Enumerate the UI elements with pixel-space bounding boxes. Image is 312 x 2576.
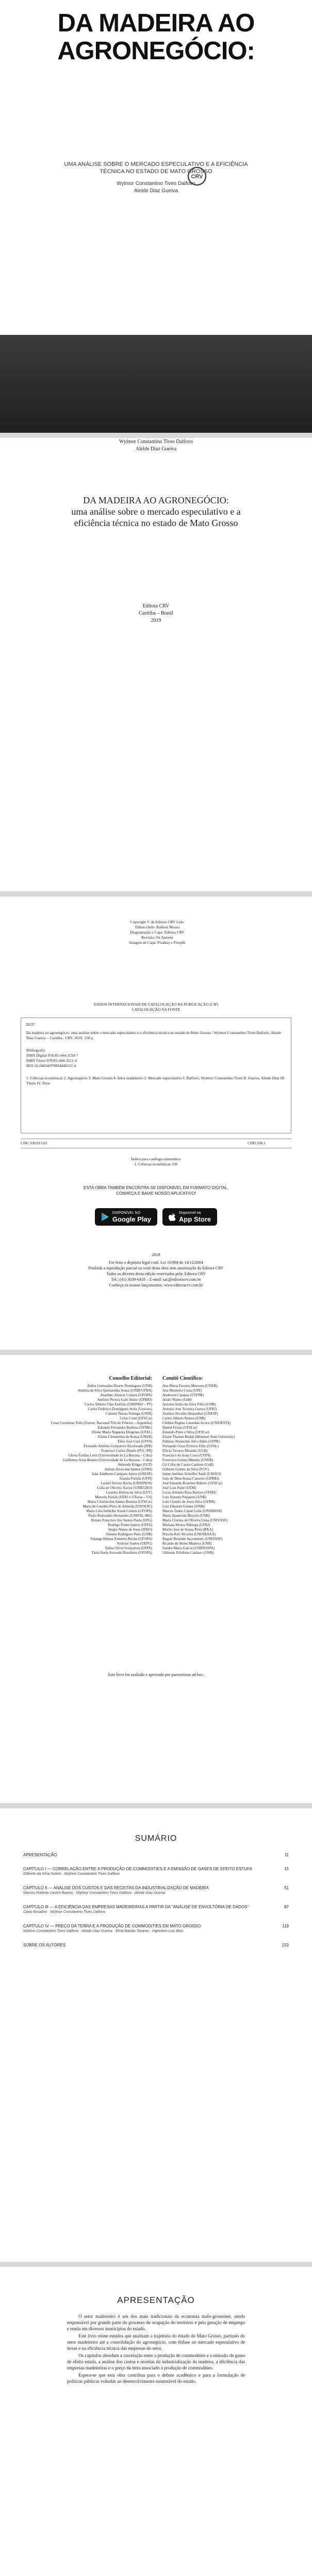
toc-entry-title: SOBRE OS AUTORES [23,1943,66,1947]
toc-entry-page: 11 [284,1853,289,1857]
council-member: José Luiz Parré (UEM) [162,1486,196,1490]
toc-entry-title: CAPÍTULO III — A EFICIÊNCIA DAS EMPRESAS MADEIREIRAS A PARTIR DA "ANÁLISE DE ENVOLTÓRIA DE DADOS" [23,1905,249,1909]
council-member: Eduardo Fernandes Barbosa (UFMG) [97,1426,152,1430]
editor-chief: Editor-chefe: Railson Moura [135,925,180,929]
council-member: Carlos Federico Dominguez Avila (Unieuro) [88,1407,152,1411]
council-member: Maria Aparecida Moysés (UNB) [162,1514,210,1518]
council-member: Tania Suely Azevedo Brasileiro (UFOPA) [91,1551,152,1555]
council-member: Anselmo Alencar Colares (UFOPA) [100,1393,152,1397]
toc-entry-authors: Marcos Roberto Castro Ramos · Wylmor Constantino Tives Dalfovo · Aleide Diaz Gueiva [23,1891,166,1895]
toc-entry[interactable] [23,1866,289,1877]
council-member: Antônio Pereira Gaio Júnior (UFRRJ) [97,1398,152,1402]
systematic-index [0,1157,312,1167]
summary-page [0,1808,312,2262]
council-member: Elizeu Clementino de Souza (UNEB) [98,1435,152,1439]
council-member: Luiz Eduardo Gómez (UNB) [162,1504,205,1509]
council-member: Sandra Maria Garcia (UNIFESSPA) [162,1546,215,1550]
toc-entry[interactable] [23,1942,289,1948]
index-title: Índice para catálogo sistemático [131,1157,181,1161]
council-member: Daniel Ferraz (UFSCar) [162,1426,198,1430]
cover-title [0,9,312,65]
ebook-notice [0,1185,312,1196]
council-member: Rodrigo Pratte-Santos (UFES) [108,1523,152,1527]
council-member: Maria Lília Imbiriba Sousa Colares (UFOPA) [86,1509,152,1513]
council-member: Elione Maria Nogueira Diogenes (UFAL) [92,1430,152,1434]
cdu-code: CDU 330.015.03 [21,1141,47,1145]
publisher-name: Editora CRV [142,603,170,609]
table-of-contents [23,1852,289,1956]
council-member: Carmen Tereza Velanga (UNIR) [105,1412,152,1416]
publisher-logo-icon [187,166,207,187]
council-member: Renato Francisco dos Santos Paula (UFG) [91,1518,152,1522]
editorial-council-list [21,1384,152,1555]
title-page-title-line3: eficiência técnica no estado de Mato Grosso [74,518,238,528]
council-member: Anderson Catapan (UTFPR) [162,1393,204,1397]
toc-entry-page: 153 [282,1943,289,1947]
toc-entry-page: 51 [284,1886,289,1890]
google-play-icon [101,1212,109,1222]
council-member: Eduardo Pinto e Silva (UFSCar) [162,1430,209,1434]
logo-text: CRV [191,174,203,180]
council-member: Tadeu Oliver Gonçalves (UFPA) [105,1546,152,1550]
presentation-page [0,2267,312,2576]
title-page-title-line2: uma análise sobre o mercado especulativo e a [71,506,241,517]
copyright-page [0,896,312,1350]
council-member: Fernando Cezar Ferreira Filho (UFAL) [162,1444,219,1448]
paragraph: O setor madeireiro é um dos mais tradicionais da economia mato-grossense, sendo responsável por grande parte do processo de ocupação do território e pela geração de emprego e renda em diversos municípios do estado. [67,2314,245,2331]
presentation-body [67,2313,245,2385]
isbn-physical: ISBN Físico 978-85-444-3151-4 [26,1058,77,1063]
council-member: Guillermo Arias Beatón (Universidade de La Havana – Cuba) [62,1458,152,1462]
legal-deposit: Foi feito o depósito legal conf. Lei 10.994 de 14/12/2004 [109,1260,203,1265]
cover-bottom-stripe [0,335,312,433]
legal-website: Conheça os nossos lançamentos: www.editoracrv.com.br [109,1283,203,1287]
council-member: Clédina Regina Lonardan Acorsi (UNIOESTE) [162,1421,231,1425]
council-member: Priscila Keli Nicolini (UNIARAXA) [162,1532,216,1536]
council-member: Luis Antonio Pasquetti (UNB) [162,1495,207,1499]
title-page [0,438,312,891]
cover-authors [0,180,312,195]
toc-entry-authors: Clara Rosalino · Wylmor Constantino Tives Dalfovo [23,1910,106,1914]
app-store-button[interactable] [162,1208,217,1226]
editorial-council-title: Conselho Editorial: [109,1376,152,1381]
cover-subtitle: UMA ANÁLISE SOBRE O MERCADO ESPECULATIVO E A EFICIÊNCIA TÉCNICA NO ESTADO DE MATO GROSSO [64,161,248,175]
council-member: Maria de Lourdes Pinto de Almeida (UNOESC) [83,1504,152,1509]
council-member: Simone Rodrigues Pinto (UNB) [106,1532,152,1536]
council-member: Paulo Romualdo Hernandes (UNIFAL-MG) [88,1514,152,1518]
catalog-subjects: 1. Ciências econômicas 2. Agronegócio 3. Mato Grosso 4. Setor madeireiro 5. Mercado especulativo I. Dalfovo, Wylmor Constantino Tives II. Gueiva, Aleide Diaz III. Título IV. Série [26,1076,286,1086]
council-member: Antônio Nivaldo Hespanhol (UNESP) [162,1412,218,1416]
council-member: Sérgio Nunes de Jesus (IFRO) [108,1528,152,1532]
councils-page [0,1355,312,1803]
toc-entry-title: APRESENTAÇÃO [23,1853,57,1857]
council-member: Solange Helena Ximenes-Rocha (UFOPA) [90,1537,152,1541]
council-member: Fernando Antônio Gonçalves Alcoforado (IPB) [84,1444,152,1448]
scientific-committee-list [162,1384,294,1555]
ebook-line-2: CONHEÇA E BAIXE NOSSO APLICATIVO! [116,1191,196,1196]
legal-year: 2019 [152,1252,160,1257]
presentation-title: APRESENTAÇÃO [117,2295,195,2305]
council-member: Eliane Thaines Bodah (Missouri State University) [162,1435,235,1439]
catalog-card [21,1018,291,1133]
toc-entry-title: CAPÍTULO IV — PREÇO DA TERRA E A PRODUÇÃO DE COMMODITIES EM MATO GROSSO [23,1924,201,1928]
cover-image-credit: Imagem de Capa: Pixabay e Freepik [129,940,186,945]
toc-entry[interactable] [23,1904,289,1915]
app-store-label: App Store [179,1215,211,1223]
council-member: Marcelo Paixão (UFRJ e UTexas – US) [95,1495,152,1499]
council-member: Gil Célio de Castro Cardoso (UnB) [162,1463,214,1467]
council-member: Ana Monteiro Costa (UPE) [162,1388,202,1393]
cover-page [0,0,312,433]
cip-title: DADOS INTERNACIONAIS DE CATALOGAÇÃO NA PUBLICAÇÃO (CIP) [93,1002,219,1007]
council-member: Fabiano Abranches Silva Dalto (UFPR) [162,1439,220,1444]
paragraph: Este livro reúne estudos que analisam a trajetória do estado de Mato Grosso, partindo do setor madeireiro até a consolidação do agronegócio, com ênfase no mercado especulativo de terras e na eficiência técnica das empresas do setor. [67,2333,245,2351]
peer-review-note: Este livro foi avaliado e aprovado por pareceristas ad hoc. [108,1672,204,1677]
layout-credit: Diagramação e Capa: Editora CRV [130,930,185,935]
council-member: Gilberto Gomes da Silva (FGV) [162,1467,209,1471]
toc-entry-page: 15 [284,1867,289,1871]
title-page-author-2: Aleide Diaz Gueiva [135,446,177,452]
council-member: Ana Maria Ferreira Menezes (UNEB) [162,1384,218,1388]
bibliography-label: Bibliografia [26,1048,45,1053]
council-member: Andréia da Silva Quintanilha Sousa (UNIR/UFRN) [77,1388,152,1393]
council-member: Mariana Moura Nóbrega (UFRJ) [162,1523,210,1527]
council-member: Cesar Gerónimo Tello (Univer. Nacional Três de Febrero – Argentina) [51,1421,152,1425]
catalog-text: Da madeira ao agronegócio: uma análise sobre o mercado especulativo e a eficiência técnica no estado de Mato Grosso / Wylmor Constantino Tives Dalfovo, Aleide Diaz Gueiva – Curitiba : CRV, 2019. 158 p. [26,1030,282,1040]
title-page-title-line1: DA MADEIRA AO AGRONEGÓCIO: [83,495,229,505]
title-page-publisher [0,603,312,624]
google-play-label: Google Play [112,1215,151,1223]
toc-entry-page: 87 [284,1905,289,1909]
toc-entry[interactable] [23,1923,289,1934]
toc-entry[interactable] [23,1885,289,1896]
isbn-digital: ISBN Digital 978-85-444-3150-7 [26,1053,78,1058]
council-member: Murilo José de Souza Pires (IPEA) [162,1528,214,1532]
title-page-author-1: Wylmor Constantino Tives Dalfovo [119,439,193,445]
scientific-committee-title: Comitê Científico: [162,1376,203,1381]
cover-title-line2: AGRONEGÓCIO: [57,37,255,65]
council-member: João Adalberto Campato Junior (UNESP) [91,1472,152,1476]
council-member: Francisco Gomes Mendes (UNEB) [162,1458,214,1462]
council-member: Maria Cristina dos Santos Bezerra (UFSCar) [87,1500,152,1504]
council-member: Ricardo de Abreu Madeira (UNB) [162,1541,212,1546]
legal-notice [0,1252,312,1288]
toc-entry[interactable] [23,1852,289,1858]
app-store-badges [0,1208,312,1226]
council-member: Celso Conti (UFSCar) [120,1416,152,1420]
cip-subtitle: CATALOGAÇÃO NA FONTE [132,1007,180,1012]
council-member: Ubiratan Felisbino Cardozo (UNB) [162,1551,214,1555]
council-member: Josania Portela (UFPI) [119,1477,152,1481]
doi: DOI 10.24824/978854443151.4 [26,1063,76,1068]
council-member: Gloria Fariñas León (Universidade de La Havana – Cuba) [68,1453,152,1458]
council-member: Lourdes Helena da Silva (UFV) [106,1490,152,1495]
legal-rights: Todos os direitos desta edição reservados pela: Editora CRV [106,1272,206,1276]
council-member: José Eduardo Roselino Ribeiro (UFSCar) [162,1481,223,1485]
app-store-small: Disponível na [179,1211,201,1215]
council-member: Helmuth Krüger (UCP) [118,1463,152,1467]
cip-header [0,1002,312,1012]
cover-author-1: Wylmor Constantino Tives Dalfovo [117,181,195,187]
council-member: Flávio Tavares Miranda (UCB) [162,1449,208,1453]
council-member: Lucas Antonio Rosa Barrios (UFMS) [162,1490,217,1495]
copyright-block [88,920,227,945]
council-member: Jailson Alves dos Santos (UFRJ) [105,1467,152,1471]
council-member: Aldira Guimarães Duarte Domínguez (UNB) [87,1384,152,1388]
editorial-council [21,1376,152,1555]
council-member: Francisco de Assis Costa (UFPA) [162,1453,211,1458]
council-member: André Nunes (UnB) [162,1398,192,1402]
title-page-authors [0,438,312,453]
council-member: Jaime Antônio Scheffler Sardi (UNIJUI) [162,1472,221,1476]
council-member: Marcos Tadeu Caputi Lelis (UNISINOS) [162,1509,222,1513]
council-member: Carlos Alberto Vilar Estêvão (UMINHO – PT) [85,1402,152,1406]
cover-title-line1: DA MADEIRA AO [57,9,255,37]
council-member: Carlos Alberto Ramos (UNB) [162,1416,206,1420]
copyright-line: Copyright © da Editora CRV Ltda. [130,920,185,924]
council-member: João de Deus Souza Carneiro (UFRRJ) [162,1477,219,1481]
title-page-title [0,495,312,529]
google-play-small: DISPONÍVEL NO [112,1211,141,1215]
paragraph: Os capítulos abordam a correlação entre a produção de commodities e a emissão de gases de efeito estufa, a análise dos custos e receitas da industrialização da madeira, a eficiência das empresas madeireiras e o preço da terra associado à produção de commodities. [67,2353,245,2370]
google-play-button[interactable] [95,1208,157,1226]
catalog-code: D137 [26,1022,35,1027]
publisher-city: Curitiba – Brasil [139,611,173,616]
cdd-code: CDD 338.1 [248,1141,266,1145]
apple-icon [169,1213,176,1222]
toc-entry-authors: Wylmor Constantino Tives Dalfovo · Aleide Diaz Gueiva · Elma Basilio Tavares · Ingeniero Luiz Boni [23,1929,184,1933]
council-member: Raquel Rezende Sacramento (UNIVASF) [162,1537,223,1541]
council-member: Lídia de Oliveira Xavier (UNIEURO) [97,1486,152,1490]
publication-year: 2019 [151,618,161,623]
ebook-line-1: ESTA OBRA TAMBÉM ENCONTRA-SE DISPONÍVEL EM FORMATO DIGITAL. [83,1185,229,1190]
council-member: Francisco Carlos Duarte (PUC-PR) [101,1449,152,1453]
council-member: Élsio José Corá (UFFS) [118,1439,152,1444]
council-member: Antonio Jose Teixeira Guerra (UFRJ) [162,1407,217,1411]
toc-entry-page: 119 [282,1924,289,1928]
toc-entry-title: CAPÍTULO II — ANÁLISE DOS CUSTOS E DAS RECEITAS DA INDUSTRIALIZAÇÃO DE MADEIRA [23,1886,209,1890]
council-member: Maria Cristina de Oliveira Lima (UNIVASF) [162,1518,228,1522]
legal-reproduction: Proibida a reprodução parcial ou total desta obra sem autorização da Editora CRV [88,1266,224,1270]
cover-author-2: Aleide Diaz Gueiva [134,188,178,194]
index-item: 1. Ciências econômicas 330 [134,1162,178,1166]
scientific-committee [162,1376,294,1555]
council-member: Leonel Severo Rocha (UNISINOS) [101,1481,152,1485]
council-member: Luís Claudio de Jesus Silva (UFRR) [162,1500,216,1504]
council-member: Sydione Santos (UEPG) [117,1541,152,1546]
summary-title: SUMÁRIO [135,1834,177,1843]
paragraph: Espera-se que esta obra contribua para o debate acadêmico e para a formulação de políticas públicas voltadas ao desenvolvimento sustentável do estado. [67,2372,245,2384]
review-credit: Revisão: Os Autores [141,935,173,940]
legal-contact: Tel.: (41) 3039-6418 – E-mail: sac@editoracrv.com.br [111,1277,201,1282]
council-member: Antonio Isidro da Silva Filho (UNB) [162,1402,216,1406]
toc-entry-authors: Gilberto da Silva Noleto · Wylmor Constantino Tives Dalfovo [23,1872,120,1876]
toc-entry-title: CAPÍTULO I — CORRELAÇÃO ENTRE A PRODUÇÃO DE COMMODITIES E A EMISSÃO DE GASES DE EFEITO ESTUFA [23,1867,252,1871]
